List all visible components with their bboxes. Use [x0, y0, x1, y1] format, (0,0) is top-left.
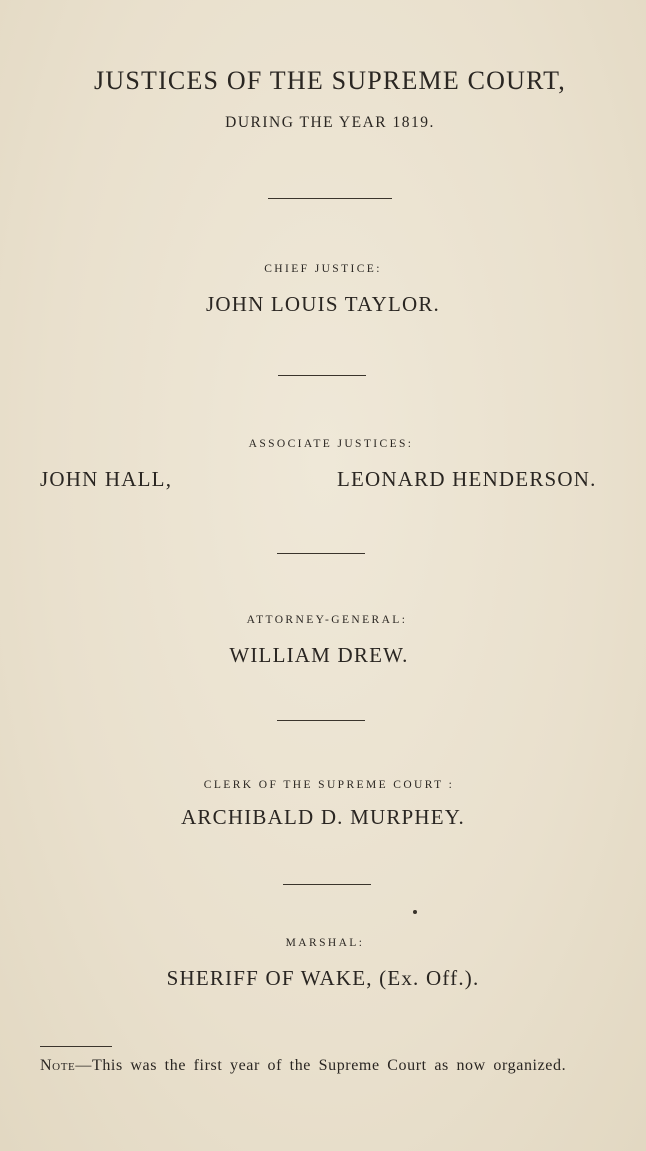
attorney-general-label: ATTORNEY-GENERAL:	[246, 614, 408, 626]
associate-justice-name: JOHN HALL,	[40, 467, 173, 491]
footnote-text: —This was the first year of the Supreme Court as now organized.	[75, 1057, 567, 1074]
ink-speck	[413, 910, 417, 914]
divider-rule	[277, 720, 365, 721]
attorney-general-name: WILLIAM DREW.	[229, 643, 409, 667]
clerk-name: ARCHIBALD D. MURPHEY.	[181, 805, 465, 829]
chief-justice-label: CHIEF JUSTICE:	[264, 263, 382, 275]
marshal-label: MARSHAL:	[285, 937, 365, 949]
divider-rule	[278, 375, 366, 376]
page-title: JUSTICES OF THE SUPREME COURT,	[94, 66, 566, 95]
footnote-rule	[40, 1046, 112, 1047]
divider-rule	[277, 553, 365, 554]
marshal-name: SHERIFF OF WAKE, (Ex. Off.).	[166, 966, 480, 990]
associate-justices-label: ASSOCIATE JUSTICES:	[248, 438, 414, 450]
clerk-label: CLERK OF THE SUPREME COURT :	[203, 779, 455, 791]
associate-justice-name: LEONARD HENDERSON.	[337, 467, 597, 491]
chief-justice-name: JOHN LOUIS TAYLOR.	[205, 292, 441, 316]
divider-rule	[283, 884, 371, 885]
page-subtitle: DURING THE YEAR 1819.	[225, 114, 435, 131]
footnote-lead: Note	[40, 1057, 76, 1074]
divider-rule	[268, 198, 392, 199]
footnote	[40, 1057, 615, 1074]
